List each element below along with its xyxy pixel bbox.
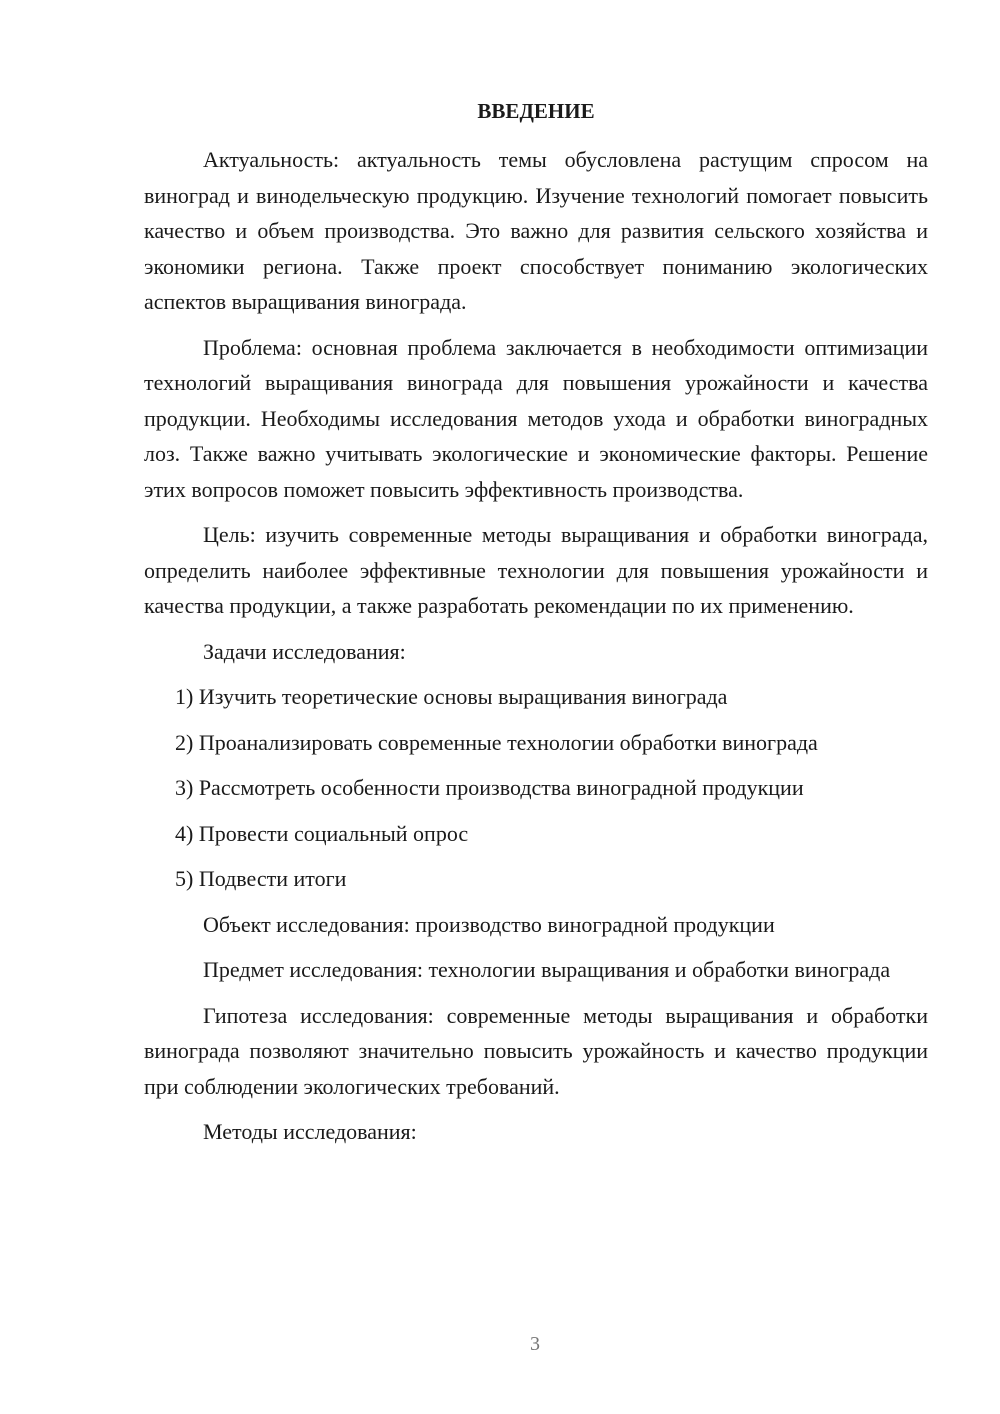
problem-paragraph: Проблема: основная проблема заключается в необходимости оптимизации технологий выращивания винограда для повышения урожайности и качества продукции. Необходимы исследования методов ухода и обработки виноградных лоз. Также важно учитывать экологические и экономические факторы. Решение этих вопросов поможет повысить эффективность производства.	[144, 334, 928, 502]
subject-paragraph: Предмет исследования: технологии выращивания и обработки винограда	[203, 957, 891, 982]
page-content	[144, 94, 928, 1160]
tasks-heading: Задачи исследования:	[203, 638, 406, 664]
tasks-list	[144, 679, 928, 897]
hypothesis-paragraph: Гипотеза исследования: современные методы выращивания и обработки винограда позволяют значительно повысить урожайность и качество продукции при соблюдении экологических требований.	[144, 1002, 928, 1099]
list-item: 1) Изучить теоретические основы выращивания винограда	[175, 684, 728, 709]
list-item: 4) Провести социальный опрос	[175, 820, 469, 846]
object-paragraph: Объект исследования: производство виноградной продукции	[203, 911, 775, 937]
relevance-paragraph: Актуальность: актуальность темы обусловлена растущим спросом на виноград и винодельческую продукцию. Изучение технологий помогает повысить качество и объем производства. Это важно для развития сельского хозяйства и экономики региона. Также проект способствует пониманию экологических аспектов выращивания винограда.	[144, 147, 928, 314]
list-item: 5) Подвести итоги	[175, 866, 347, 891]
page-title: ВВЕДЕНИЕ	[477, 99, 595, 123]
page-number: 3	[530, 1333, 540, 1355]
methods-heading: Методы исследования:	[203, 1119, 417, 1144]
list-item: 2) Проанализировать современные технологии обработки винограда	[175, 729, 818, 755]
goal-paragraph: Цель: изучить современные методы выращивания и обработки винограда, определить наиболее эффективные технологии для повышения урожайности и качества продукции, а также разработать рекомендации по их применению.	[144, 522, 928, 618]
list-item: 3) Рассмотреть особенности производства виноградной продукции	[175, 775, 804, 800]
